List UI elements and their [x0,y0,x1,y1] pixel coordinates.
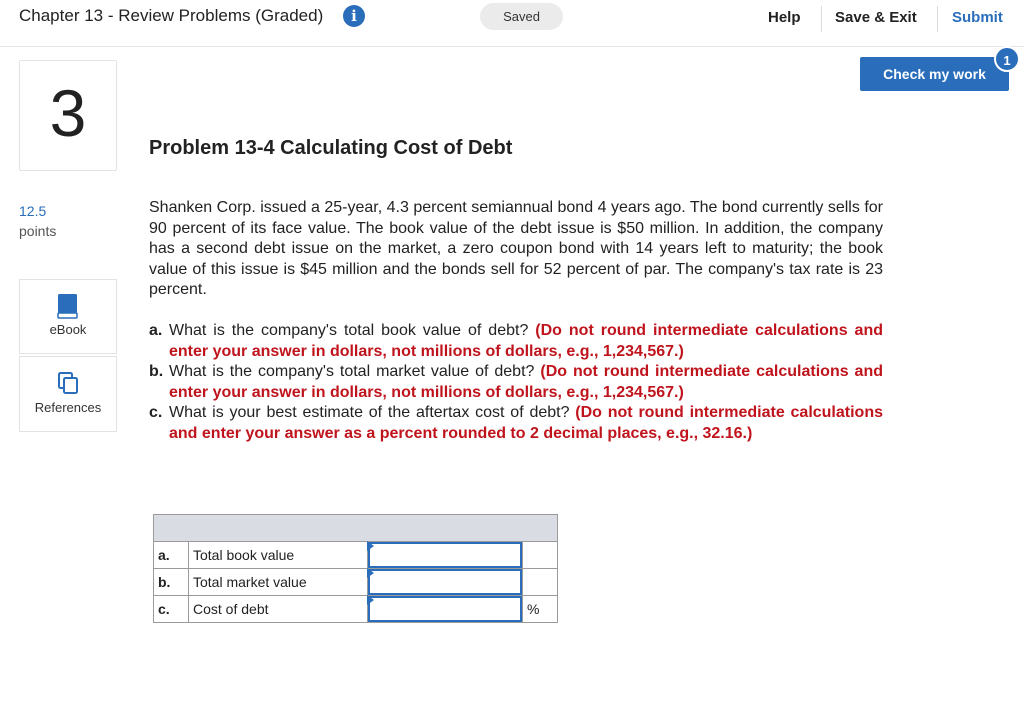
answer-cell [368,542,523,569]
info-icon[interactable]: i [343,5,365,27]
answer-table [153,514,558,623]
question-instruction: (Do not round intermediate calculations and enter your answer in dollars, not millions of dollars, e.g., 1,234,567.) [169,322,883,360]
row-letter: a. [154,542,189,569]
row-unit [523,569,558,596]
answer-cell [368,596,523,623]
table-row [154,569,558,596]
ebook-button[interactable] [19,279,117,354]
header-divider [821,6,822,32]
question-label: b. [149,363,164,381]
answer-input-wrapper [368,569,522,595]
saved-status: Saved [480,3,563,30]
question-label: a. [149,322,163,339]
question-label: c. [149,404,163,422]
save-exit-link[interactable]: Save & Exit [835,9,917,26]
points-value: 12.5 [19,203,47,219]
answer-table-header [154,515,558,542]
question-text: What is your best estimate of the aftertax cost of debt? [169,404,576,422]
question-text: What is the company's total book value of debt? [169,322,536,339]
input-marker-icon [367,595,374,605]
row-unit [523,542,558,569]
answer-input-wrapper [368,542,522,568]
question-list [149,321,883,445]
chapter-title: Chapter 13 - Review Problems (Graded) [19,6,324,25]
table-row [154,596,558,623]
question-item [149,362,883,403]
input-marker-icon [367,568,374,578]
answer-input-wrapper [368,596,522,622]
check-count-badge: 1 [994,46,1020,72]
question-instruction: (Do not round intermediate calculations and enter your answer in dollars, not millions of dollars, e.g., 1,234,567.) [169,363,883,401]
top-header [0,0,1024,47]
submit-link[interactable]: Submit [952,9,1003,26]
references-button[interactable] [19,356,117,432]
book-icon [57,293,79,319]
problem-text: Shanken Corp. issued a 25-year, 4.3 percent semiannual bond 4 years ago. The bond currently sells for 90 percent of its face value. The book value of the debt issue is $50 million. In addition, the company has a second debt issue on the market, a zero coupon bond with 14 years left to maturity; the book value of this issue is $45 million and the bonds sell for 52 percent of par. The company's tax rate is 23 percent. [149,199,883,299]
percent-unit: % [523,596,558,623]
question-number: 3 [49,76,87,150]
row-label: Cost of debt [189,596,368,623]
question-item [149,403,883,444]
total-book-value-input[interactable] [370,544,520,566]
problem-title: Problem 13-4 Calculating Cost of Debt [149,137,513,159]
ebook-label: eBook [49,322,87,337]
copy-icon [57,371,79,395]
points-label: points [19,223,57,239]
row-letter: c. [154,596,189,623]
row-label: Total book value [189,542,368,569]
total-market-value-input[interactable] [370,571,520,593]
references-label: References [34,400,102,415]
check-my-work-button[interactable]: Check my work [860,57,1009,91]
row-letter: b. [154,569,189,596]
question-text: What is the company's total market value of debt? [169,363,541,381]
table-row [154,542,558,569]
help-link[interactable]: Help [768,9,801,26]
row-label: Total market value [189,569,368,596]
cost-of-debt-input[interactable] [370,598,520,620]
input-marker-icon [367,541,374,551]
question-item [149,321,883,362]
header-divider [937,6,938,32]
question-number-box [19,60,117,171]
question-instruction: (Do not round intermediate calculations and enter your answer as a percent rounded to 2 decimal places, e.g., 32.16.) [169,404,883,442]
answer-cell [368,569,523,596]
